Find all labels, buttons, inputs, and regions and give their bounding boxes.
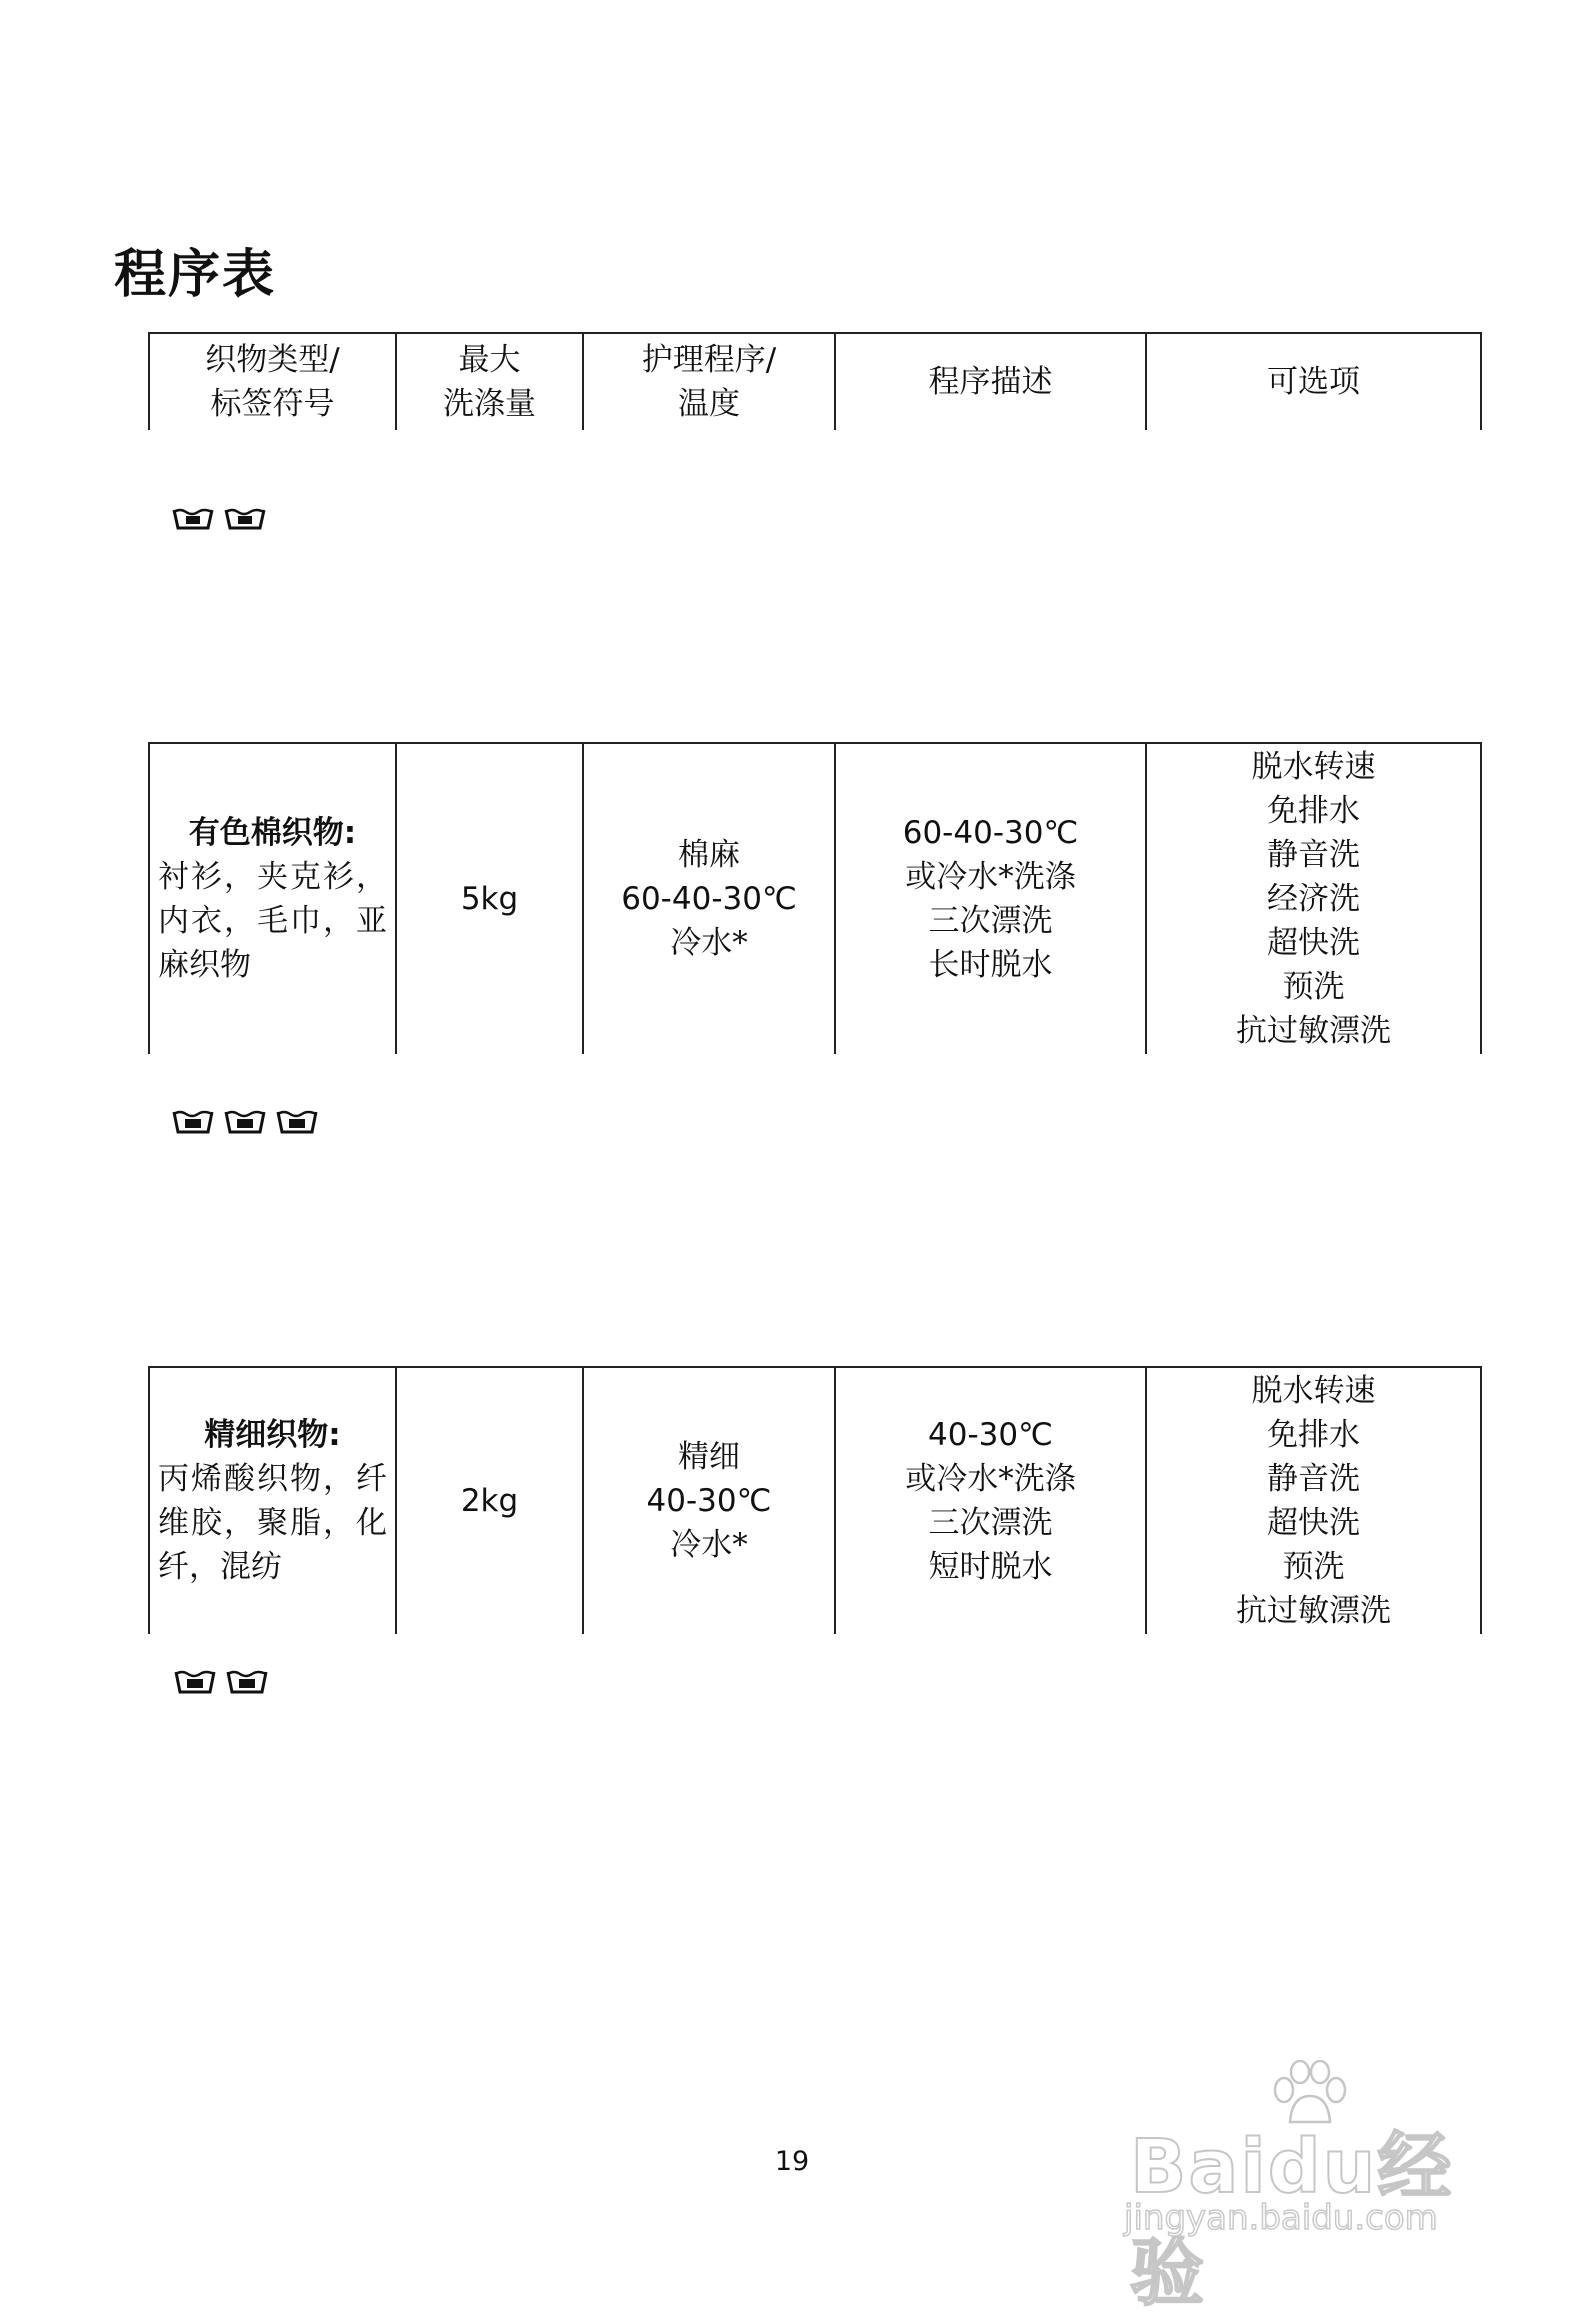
fabric-description: 丙烯酸织物，纤维胶，聚脂，化纤，混纺 bbox=[158, 1461, 387, 1585]
header-fabric-type: 织物类型/ 标签符号 bbox=[149, 333, 396, 430]
program-table-header bbox=[148, 332, 1482, 430]
wash-tub-icon bbox=[224, 1108, 266, 1136]
description-cell: 60-40-30℃ 或冷水*洗涤 三次漂洗 长时脱水 bbox=[835, 743, 1146, 1054]
header-options: 可选项 bbox=[1146, 333, 1481, 430]
options-cell: 脱水转速 免排水 静音洗 超快洗 预洗 抗过敏漂洗 bbox=[1146, 1367, 1481, 1634]
wash-tub-icon bbox=[172, 506, 214, 532]
fabric-title: 有色棉织物: bbox=[188, 815, 357, 851]
program-row-delicates bbox=[148, 1366, 1482, 1634]
program-cell: 棉麻 60-40-30℃ 冷水* bbox=[583, 743, 835, 1054]
description-cell: 40-30℃ 或冷水*洗涤 三次漂洗 短时脱水 bbox=[835, 1367, 1146, 1634]
watermark-brand: Baidu经验 bbox=[1130, 2124, 1454, 2316]
watermark-url: jingyan.baidu.com bbox=[1124, 2198, 1438, 2238]
wash-tub-icon bbox=[224, 506, 266, 532]
header-program-description: 程序描述 bbox=[835, 333, 1146, 430]
wash-tub-icon bbox=[172, 1108, 214, 1136]
options-cell: 脱水转速 免排水 静音洗 经济洗 超快洗 预洗 抗过敏漂洗 bbox=[1146, 743, 1481, 1054]
wash-tub-icon bbox=[174, 1668, 216, 1696]
fabric-cell bbox=[149, 1367, 396, 1634]
page-number: 19 bbox=[774, 2146, 810, 2177]
care-symbols-1 bbox=[172, 506, 266, 532]
max-load-cell: 5kg bbox=[396, 743, 583, 1054]
header-care-program: 护理程序/ 温度 bbox=[583, 333, 835, 430]
program-row-colored-cotton bbox=[148, 742, 1482, 1054]
fabric-description: 衬衫，夹克衫，内衣，毛巾，亚麻织物 bbox=[158, 859, 387, 983]
care-symbols-3 bbox=[174, 1668, 268, 1696]
table-row bbox=[149, 743, 1481, 1054]
fabric-title: 精细织物: bbox=[204, 1417, 341, 1453]
baidu-watermark bbox=[1120, 2060, 1500, 2316]
program-cell: 精细 40-30℃ 冷水* bbox=[583, 1367, 835, 1634]
wash-tub-icon bbox=[226, 1668, 268, 1696]
header-row bbox=[149, 333, 1481, 430]
table-row bbox=[149, 1367, 1481, 1634]
fabric-cell bbox=[149, 743, 396, 1054]
max-load-cell: 2kg bbox=[396, 1367, 583, 1634]
wash-tub-icon bbox=[276, 1108, 318, 1136]
header-max-load: 最大 洗涤量 bbox=[396, 333, 583, 430]
care-symbols-2 bbox=[172, 1108, 318, 1136]
page-title: 程序表 bbox=[114, 245, 277, 305]
